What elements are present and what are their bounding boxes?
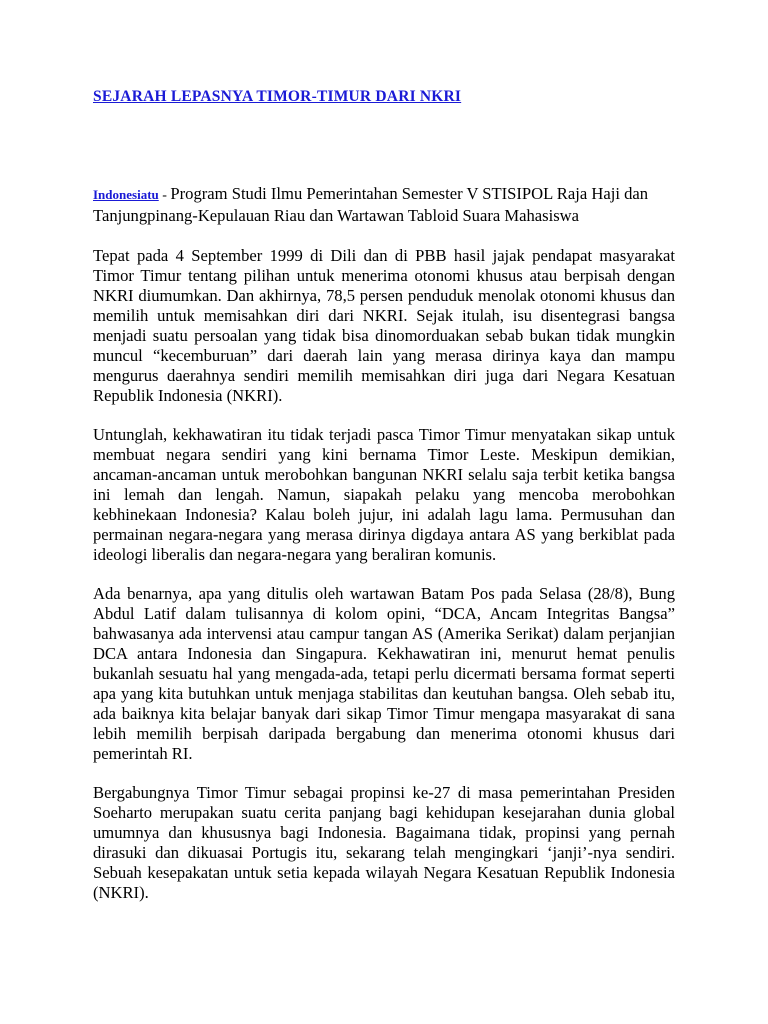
paragraph-2: Untunglah, kekhawatiran itu tidak terjadi pasca Timor Timur menyatakan sikap untuk membuat negara sendiri yang kini bernama Timor Leste. Meskipun demikian, ancaman-ancaman untuk merobohkan bangunan NKRI selalu saja terbit ketika bangsa ini lemah dan lengah. Namun, siapakah pelaku yang mencoba merobohkan kebhinekaan Indonesia? Kalau boleh jujur, ini adalah lagu lama. Permusuhan dan permainan negara-negara yang merasa dirinya digdaya antara AS yang berkiblat pada ideologi liberalis dan negara-negara yang beraliran komunis. bbox=[93, 425, 675, 564]
paragraph-1: Tepat pada 4 September 1999 di Dili dan di PBB hasil jajak pendapat masyarakat Timor Timur tentang pilihan untuk menerima otonomi khusus atau berpisah dengan NKRI diumumkan. Dan akhirnya, 78,5 persen penduduk menolak otonomi khusus dan memilih untuk memisahkan diri dari NKRI. Sejak itulah, isu disentegrasi bangsa menjadi suatu persoalan yang tidak bisa dinomorduakan sebab bukan tidak mungkin muncul “kecemburuan” dari daerah lain yang merasa dirinya kaya dan mampu mengurus daerahnya sendiri memilih memisahkan diri juga dari Negara Kesatuan Republik Indonesia (NKRI). bbox=[93, 246, 675, 405]
article-title-link[interactable]: SEJARAH LEPASNYA TIMOR-TIMUR DARI NKRI bbox=[93, 88, 462, 105]
byline-text: Program Studi Ilmu Pemerintahan Semester V STISIPOL Raja Haji dan Tanjungpinang-Kepulauan Riau dan Wartawan Tabloid Suara Mahasiswa bbox=[93, 184, 649, 225]
paragraph-3: Ada benarnya, apa yang ditulis oleh wartawan Batam Pos pada Selasa (28/8), Bung Abdul Latif dalam tulisannya di kolom opini, “DCA, Ancam Integritas Bangsa” bahwasanya ada intervensi atau campur tangan AS (Amerika Serikat) dalam perjanjian DCA antara Indonesia dan Singapura. Kekhawatiran ini, menurut hemat penulis bukanlah sesuatu hal yang mengada-ada, tetapi perlu dicermati bersama format seperti apa yang kita butuhkan untuk menjaga stabilitas dan keutuhan bangsa. Oleh sebab itu, ada baiknya kita belajar banyak dari sikap Timor Timur mengapa masyarakat di sana lebih memilih berpisah daripada bergabung dan menerima otonomi khusus dari pemerintah RI. bbox=[93, 584, 675, 763]
article-byline bbox=[93, 184, 675, 226]
source-link[interactable]: Indonesiatu bbox=[93, 187, 159, 202]
paragraph-4: Bergabungnya Timor Timur sebagai propinsi ke-27 di masa pemerintahan Presiden Soeharto merupakan suatu cerita panjang bagi kehidupan kesejarahan dunia global umumnya dan khususnya bagi Indonesia. Bagaimana tidak, propinsi yang pernah dirasuki dan dikuasai Portugis itu, sekarang telah mengingkari ‘janji’-nya sendiri. Sebuah kesepakatan untuk setia kepada wilayah Negara Kesatuan Republik Indonesia (NKRI). bbox=[93, 783, 675, 902]
article-body bbox=[93, 184, 675, 922]
source-separator: - bbox=[158, 188, 171, 203]
